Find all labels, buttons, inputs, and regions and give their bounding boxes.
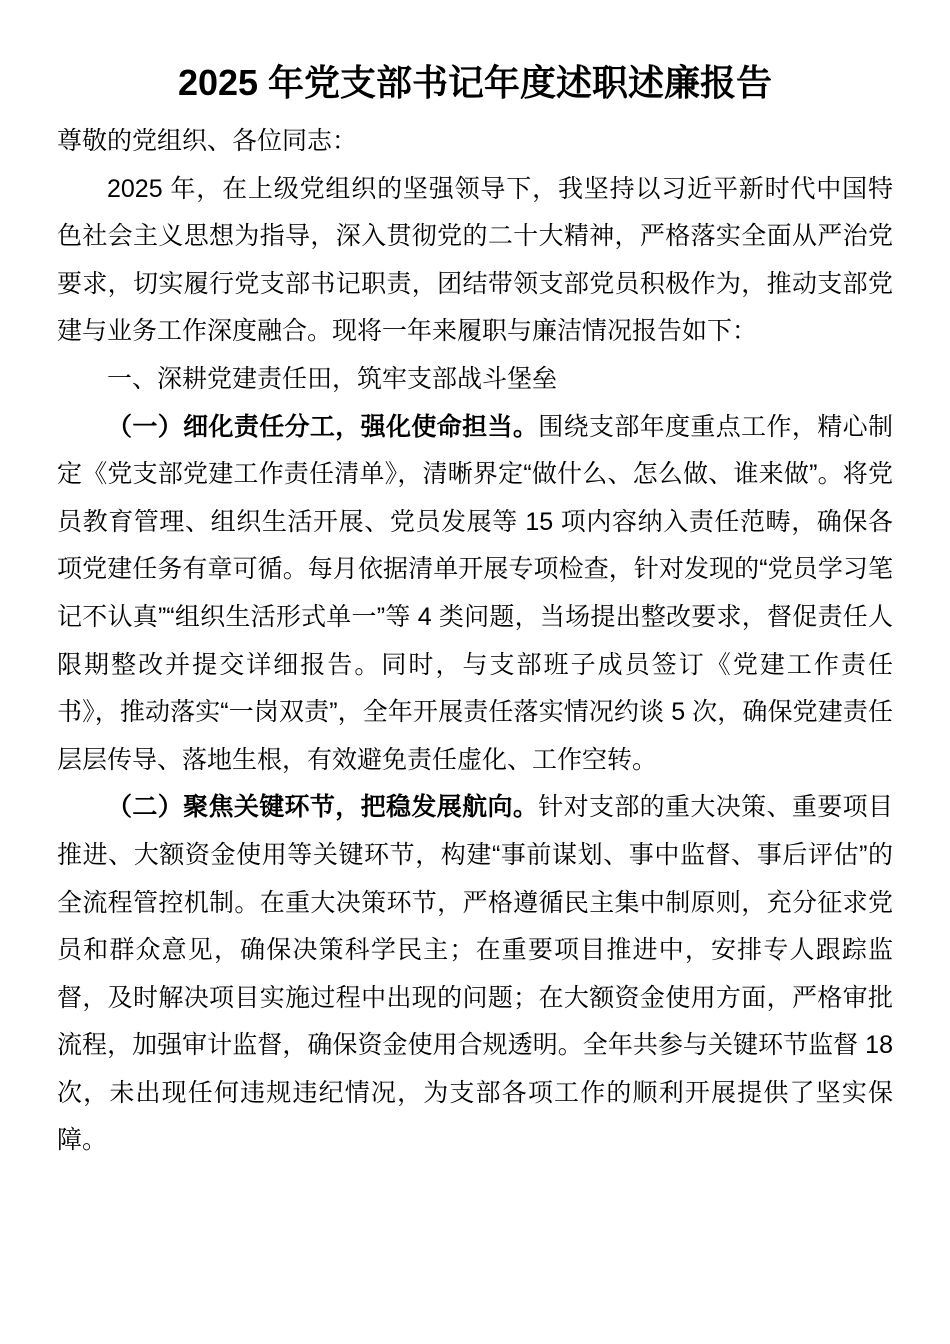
section-1-item-2-paragraph bbox=[57, 784, 893, 1165]
salutation-line: 尊敬的党组织、各位同志： bbox=[57, 127, 358, 155]
section-1-item-1-body: 围绕支部年度重点工作，精心制定《党支部党建工作责任清单》，清晰界定“做什么、怎么做、谁来做”。将党员教育管理、组织生活开展、党员发展等 15 项内容纳入责任范畴，确保各项党建任务有章可循。每月依据清单开展专项检查，针对发现的“党员学习笔记不认真”“组织生活形式单一”等 4 类问题，当场提出整改要求，督促责任人限期整改并提交详细报告。同时，与支部班子成员签订《党建工作责任书》，推动落实“一岗双责”，全年开展责任落实情况约谈 5 次，确保党建责任层层传导、落地生根，有效避免责任虚化、工作空转。 bbox=[57, 412, 893, 774]
section-1-item-2-lead: （二）聚焦关键环节，把稳发展航向。 bbox=[107, 793, 539, 822]
document-title: 2025 年党支部书记年度述职述廉报告 bbox=[177, 62, 773, 103]
section-1-heading: 一、深耕党建责任田，筑牢支部战斗堡垒 bbox=[107, 364, 558, 393]
intro-paragraph: 2025 年，在上级党组织的坚强领导下，我坚持以习近平新时代中国特色社会主义思想为指导，深入贯彻党的二十大精神，严格落实全面从严治党要求，切实履行党支部书记职责，团结带领支部党员积极作为，推动支部党建与业务工作深度融合。现将一年来履职与廉洁情况报告如下： bbox=[57, 174, 893, 346]
section-1-item-1-lead: （一）细化责任分工，强化使命担当。 bbox=[107, 412, 539, 441]
section-1-item-2-body: 针对支部的重大决策、重要项目推进、大额资金使用等关键环节，构建“事前谋划、事中监督、事后评估”的全流程管控机制。在重大决策环节，严格遵循民主集中制原则，充分征求党员和群众意见，确保决策科学民主；在重要项目推进中，安排专人跟踪监督，及时解决项目实施过程中出现的问题；在大额资金使用方面，严格审批流程，加强审计监督，确保资金使用合规透明。全年共参与关键环节监督 18 次，未出现任何违规违纪情况，为支部各项工作的顺利开展提供了坚实保障。 bbox=[57, 793, 893, 1155]
section-1-item-1-paragraph bbox=[57, 404, 893, 785]
